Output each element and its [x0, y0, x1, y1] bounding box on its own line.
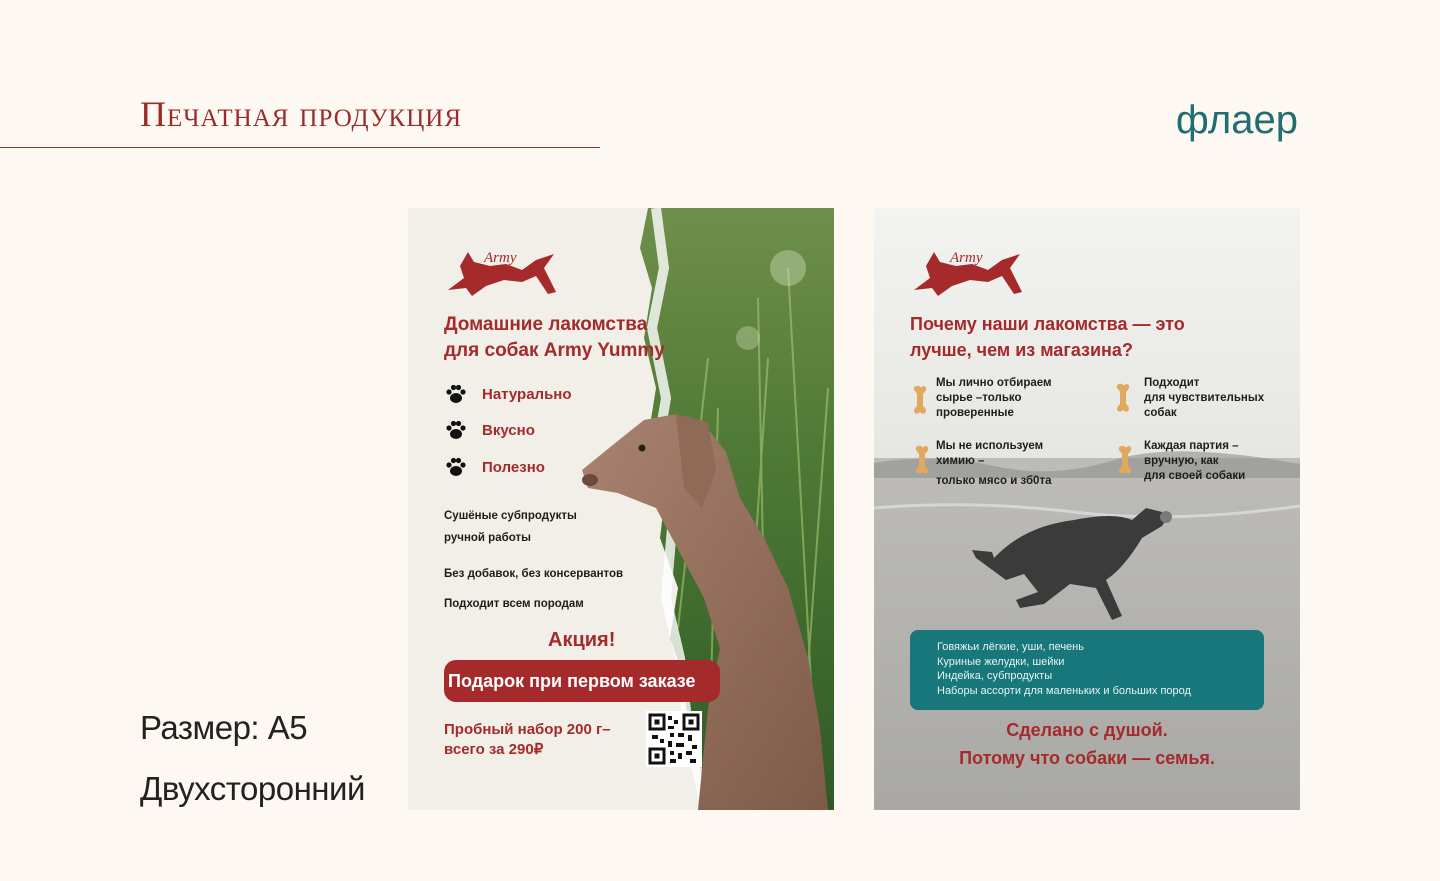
logo-text-bottom: Yummy: [488, 266, 520, 278]
sides-spec: Двухсторонний: [140, 770, 365, 807]
flyer-front: [408, 208, 834, 810]
paw-icon: [445, 457, 467, 477]
feature-line: проверенные: [936, 407, 1014, 419]
size-spec: Размер: А5: [140, 709, 308, 746]
back-heading-line2: лучше, чем из магазина?: [910, 340, 1133, 360]
feature-handmade-batch: [1144, 439, 1245, 484]
section-label: флаер: [1175, 98, 1298, 142]
feature-line: Подходит: [1144, 377, 1200, 389]
feature-line: химию –: [936, 455, 985, 467]
feature-line: собак: [1144, 407, 1177, 419]
feature-line: Мы не используем: [936, 440, 1044, 452]
note-handmade: ручной работы: [444, 532, 531, 544]
bone-icon: [913, 444, 931, 476]
back-heading-line1: Почему наши лакомства — это: [910, 314, 1185, 334]
feature-no-chemicals: [936, 439, 1051, 489]
qr-code-icon[interactable]: [646, 711, 702, 767]
feature-line: сырье –только: [936, 392, 1022, 404]
offer-line1: Пробный набор 200 г–: [444, 721, 611, 738]
ingredient-item: Наборы ассорти для маленьких и больших пород: [937, 684, 1191, 697]
logo-text-bottom: Yummy: [954, 266, 986, 278]
feature-line: вручную, как: [1144, 455, 1219, 467]
feature-line: Мы лично отбираем: [936, 377, 1052, 389]
ingredient-item: Куриные желудки, шейки: [937, 655, 1065, 668]
closing-line2: Потому что собаки — семья.: [959, 748, 1215, 768]
logo-text-top: Army: [950, 250, 983, 266]
ingredient-item: Говяжьи лёгкие, уши, печень: [937, 641, 1084, 653]
paw-icon: [445, 384, 467, 404]
note-no-additives: Без добавок, без консервантов: [444, 568, 624, 580]
front-heading-line1: Домашние лакомства: [444, 314, 648, 335]
closing-line1: Сделано с душой.: [1006, 720, 1168, 740]
flyer-back: [874, 208, 1300, 810]
feature-line: только мясо и зб0та: [936, 475, 1052, 487]
paw-icon: [445, 420, 467, 440]
logo-text-top: Army: [484, 250, 517, 266]
ingredient-item: Индейка, субпродукты: [937, 670, 1053, 682]
bone-icon: [1116, 444, 1134, 476]
feature-line: для своей собаки: [1144, 470, 1246, 482]
note-dried-offal: Сушёные субпродукты: [444, 510, 577, 522]
front-heading-line2: для собак Army Yummy: [444, 340, 665, 361]
ingredients-box: [910, 630, 1264, 710]
offer-line2: всего за 290₽: [444, 741, 544, 758]
benefit-tasty: Вкусно: [482, 422, 535, 439]
bone-icon: [1114, 382, 1132, 414]
note-all-breeds: Подходит всем породам: [444, 598, 584, 610]
benefit-natural: Натурально: [482, 386, 572, 403]
feature-hand-picked: [936, 376, 1052, 421]
title-divider: [0, 147, 600, 148]
feature-line: Каждая партия –: [1144, 440, 1239, 452]
promo-title: Акция!: [548, 629, 616, 651]
promo-button[interactable]: Подарок при первом заказе: [444, 660, 720, 702]
page-title: Печатная продукция: [140, 94, 463, 134]
bone-icon: [911, 384, 929, 416]
feature-line: для чувствительных: [1144, 392, 1265, 404]
feature-sensitive-dogs: [1144, 376, 1264, 421]
benefit-healthy: Полезно: [482, 459, 545, 476]
